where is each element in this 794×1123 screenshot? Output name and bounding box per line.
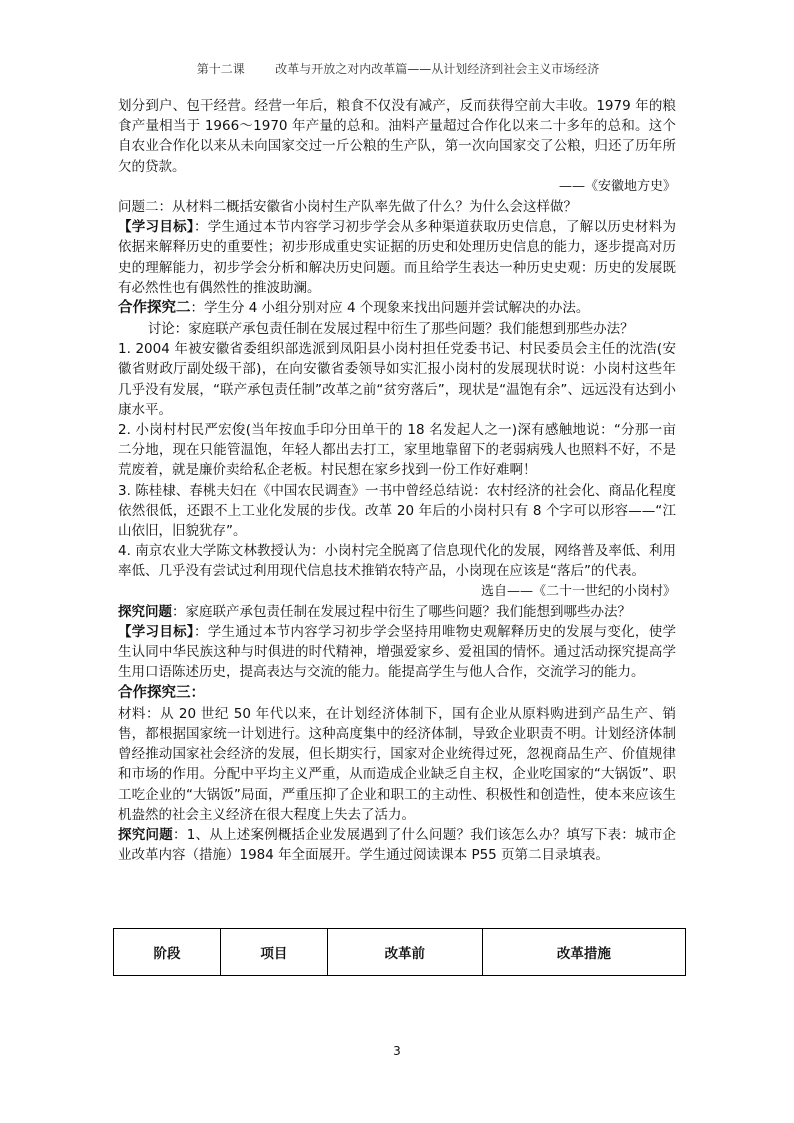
table-header-cell: 项目 <box>220 929 327 976</box>
learning-goal-text: ：学生通过本节内容学习初步学会从多种渠道获取历史信息，了解以历史材料为依据来解释历史的重要性；初步形成重史实证据的历史和处理历史信息的能力，逐步提高对历史的理解能力，初步学会分析和解决历史问题。而且给学生表达一种历史史观：历史的发展既有必然性也有偶然性的推波助澜。 <box>118 219 676 296</box>
learning-goal-text: ：学生通过本节内容学习初步学会坚持用唯物史观解释历史的发展与变化，使学生认同中华民族这种与时俱进的时代精神，增强爱家乡、爱祖国的情怀。通过活动探究提高学生用口语陈述历史，提高表达与交流的能力。能提高学生与他人合作，交流学习的能力。 <box>118 624 676 681</box>
explore-text: ：1、从上述案例概括企业发展遇到了什么问题？我们该怎么办？填写下表：城市企业改革内容（措施）1984 年全面展开。学生通过阅读课本 P55 页第二目录填表。 <box>118 826 677 864</box>
page-number: 3 <box>393 1044 401 1058</box>
cooperation-two <box>118 298 676 319</box>
explore-question-2 <box>118 825 676 865</box>
table-header-cell: 改革措施 <box>482 929 685 976</box>
learning-goal-1 <box>118 217 676 298</box>
learning-goal-label: 【学习目标】 <box>118 624 194 641</box>
explore-question-1 <box>118 602 676 622</box>
source-citation: 选自——《二十一世纪的小岗村》 <box>480 583 676 599</box>
page-header: 第十二课 改革与开放之对内改革篇——从计划经济到社会主义市场经济 <box>196 62 600 76</box>
list-item: 1. 2004 年被安徽省委组织部选派到凤阳县小岗村担任党委书记、村民委员会主任的沈浩(安徽省财政厅副处级干部)，在向安徽省委领导如实汇报小岗村的发展现状时说：小岗村这些年几乎没有发展，“联产承包责任制”改革之前“贫穷落后”，现状是“温饱有余”、远远没有达到小康水平。 <box>118 341 676 418</box>
reform-table <box>113 928 686 976</box>
cooperation-two-label: 合作探究二 <box>118 300 191 317</box>
list-item: 3. 陈桂棣、春桃夫妇在《中国农民调查》一书中曾经总结说：农村经济的社会化、商品化程度依然很低，还跟不上工业化发展的步伐。改革 20 年后的小岗村只有 8 个字可以形容——“江山依旧，旧貌犹存”。 <box>118 482 676 540</box>
table-header-cell: 改革前 <box>327 929 482 976</box>
table-header-row <box>114 929 686 976</box>
cooperation-three: 合作探究三： <box>118 684 205 701</box>
explore-label: 探究问题 <box>118 826 173 843</box>
page-content <box>118 96 676 865</box>
question-two: 问题二：从材料二概括安徽省小岗村生产队率先做了什么？为什么会这样做？ <box>118 199 577 216</box>
table-header-cell: 阶段 <box>114 929 221 976</box>
learning-goal-label: 【学习目标】 <box>118 219 194 236</box>
cooperation-two-text: ：学生分 4 小组分别对应 4 个现象来找出问题并尝试解决的办法。 <box>190 300 590 317</box>
material-paragraph: 材料：从 20 世纪 50 年代以来，在计划经济体制下，国有企业从原料购进到产品生产、销售，都根据国家统一计划进行。这种高度集中的经济体制，导致企业职责不明。计划经济体制曾经推动国家社会经济的发展，但长期实行，国家对企业统得过死，忽视商品生产、价值规律和市场的作用。分配中平均主义严重，从而造成企业缺乏自主权，企业吃国家的“大锅饭”、职工吃企业的“大锅饭”局面，严重压抑了企业和职工的主动性、积极性和创造性，使本来应该生机盎然的社会主义经济在很大程度上失去了活力。 <box>118 705 676 823</box>
list-item: 2. 小岗村村民严宏俊(当年按血手印分田单干的 18 名发起人之一)深有感触地说：“分那一亩二分地，现在只能管温饱，年轻人都出去打工，家里地靠留下的老弱病残人也照料不好，不是荒废着，就是廉价卖给私企老板。村民想在家乡找到一份工作好难啊！ <box>118 422 676 479</box>
learning-goal-2 <box>118 622 676 683</box>
source-citation: ——《安徽地方史》 <box>558 178 676 194</box>
list-item: 4. 南京农业大学陈文林教授认为：小岗村完全脱离了信息现代化的发展，网络普及率低、利用率低、几乎没有尝试过利用现代信息技术推销农特产品，小岗现在应该是“落后”的代表。 <box>118 543 676 580</box>
paragraph-harvest: 划分到户、包干经营。经营一年后，粮食不仅没有减产，反而获得空前大丰收。1979 年的粮食产量相当于 1966～1970 年产量的总和。油料产量超过合作化以来二十多年的总和。这个自农业合作化以来从未向国家交过一斤公粮的生产队，第一次向国家交了公粮，归还了历年所欠的贷款。 <box>118 98 676 175</box>
discussion: 讨论：家庭联产承包责任制在发展过程中衍生了那些问题？我们能想到那些办法？ <box>147 321 634 338</box>
explore-label: 探究问题 <box>118 603 172 620</box>
explore-text: ：家庭联产承包责任制在发展过程中衍生了哪些问题？我们能想到哪些办法？ <box>172 603 631 620</box>
